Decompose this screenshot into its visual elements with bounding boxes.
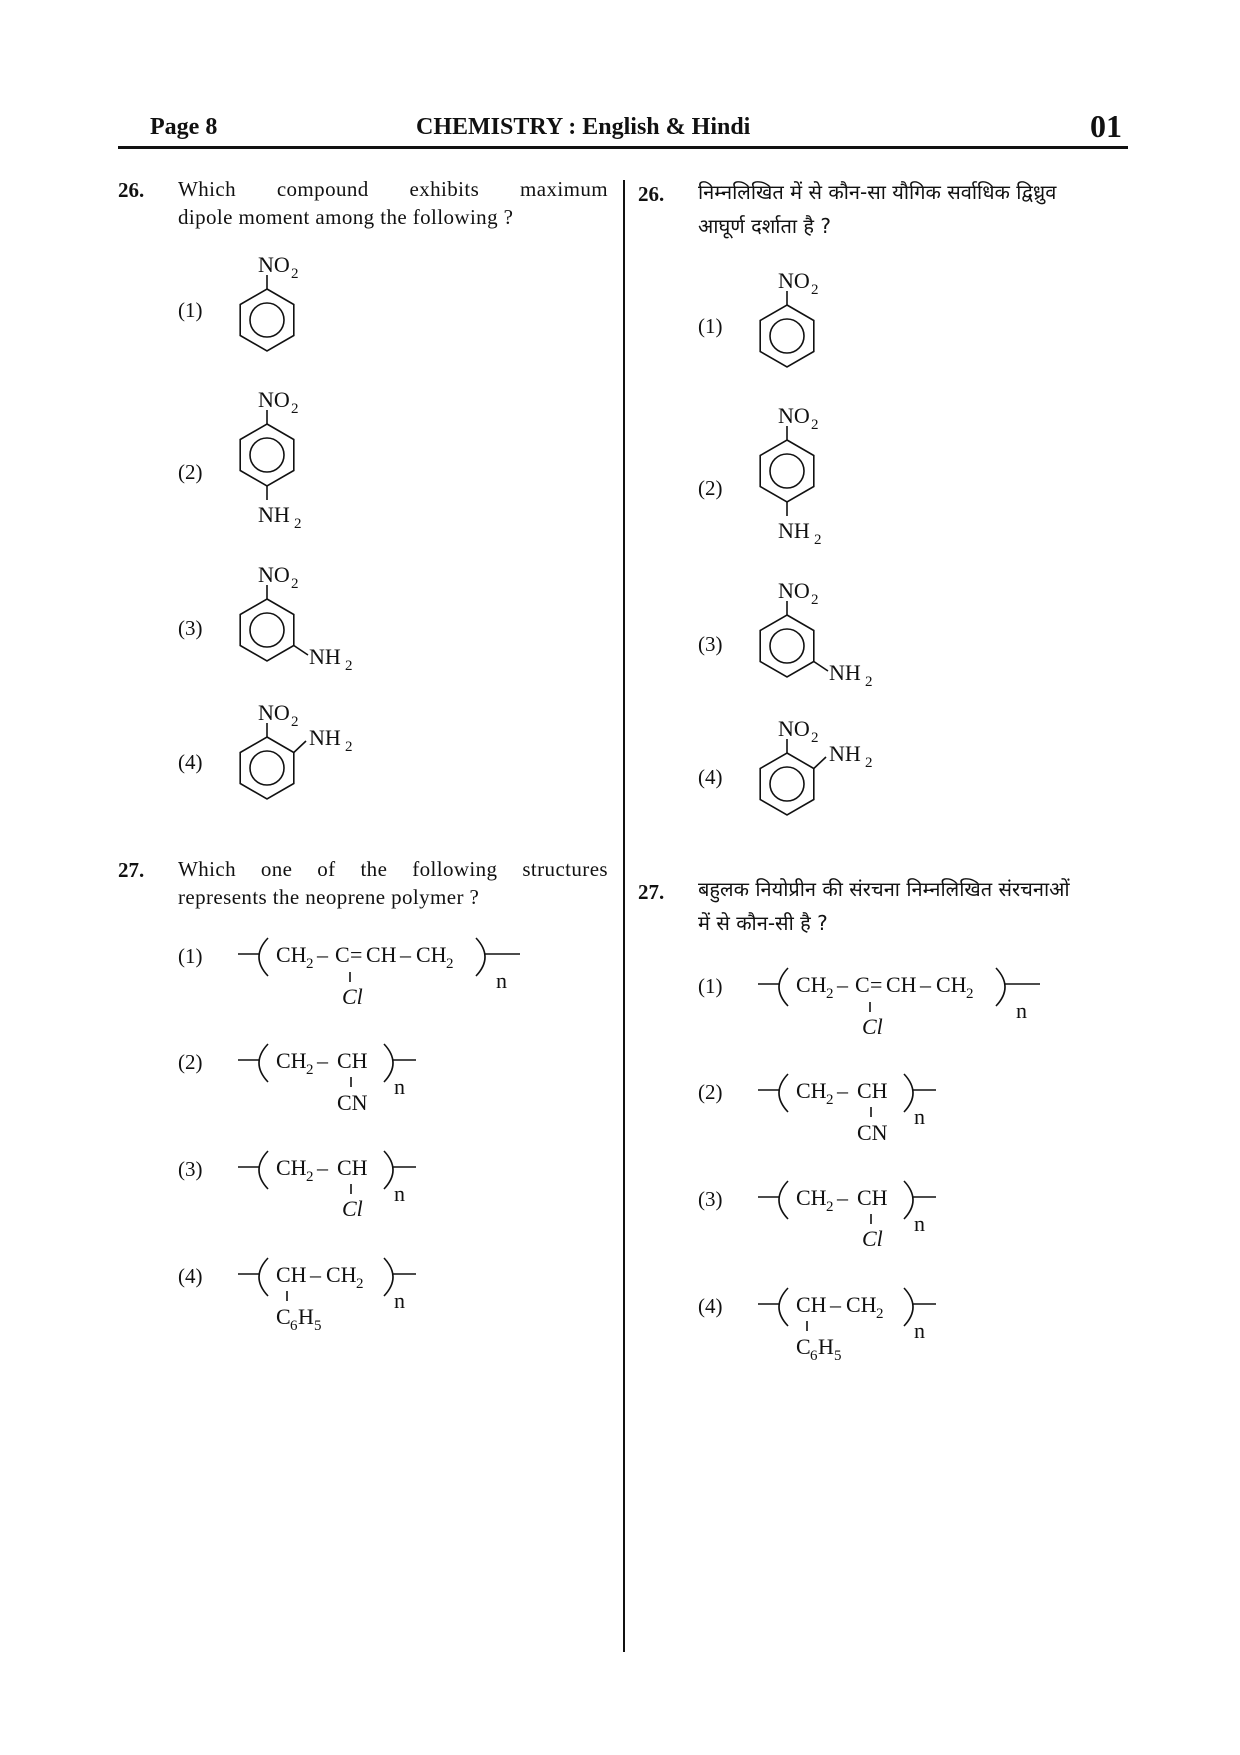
svg-text:2: 2: [306, 956, 314, 972]
svg-text:CH: CH: [276, 1262, 307, 1287]
option-label: (4): [178, 750, 203, 774]
option-label: (3): [178, 616, 203, 640]
svg-text:NH: NH: [829, 660, 861, 685]
pvc-structure: [758, 1181, 936, 1251]
svg-text:Cl: Cl: [862, 1226, 883, 1251]
p-nitroaniline-structure: [760, 403, 821, 548]
o-nitroaniline-structure: [760, 716, 872, 815]
svg-text:–: –: [830, 1292, 841, 1317]
svg-text:CH: CH: [857, 1078, 888, 1103]
question-text-line: Which compound exhibits maximum: [178, 177, 608, 201]
svg-text:CH: CH: [796, 972, 827, 997]
svg-text:C: C: [276, 1304, 291, 1329]
svg-text:H: H: [298, 1304, 314, 1329]
svg-text:–: –: [310, 1262, 321, 1287]
option-label: (2): [178, 1050, 203, 1074]
svg-text:n: n: [914, 1211, 925, 1236]
option-label: (2): [698, 1080, 723, 1104]
polyacrylonitrile-structure: [758, 1074, 936, 1145]
svg-text:=: =: [870, 972, 883, 997]
o-nitroaniline-structure: [240, 700, 352, 799]
m-nitroaniline-structure: [760, 578, 872, 690]
question-number: 27.: [638, 880, 665, 904]
svg-text:–: –: [317, 1048, 328, 1073]
svg-text:2: 2: [811, 282, 819, 298]
question-text-line: Which one of the following structures: [178, 857, 608, 881]
svg-text:2: 2: [876, 1306, 884, 1322]
option-label: (2): [698, 476, 723, 500]
svg-text:NO: NO: [778, 716, 810, 741]
p-nitroaniline-structure: [240, 387, 301, 532]
svg-text:n: n: [1016, 998, 1027, 1023]
svg-text:5: 5: [314, 1318, 322, 1334]
svg-text:NH: NH: [778, 518, 810, 543]
svg-text:2: 2: [865, 755, 873, 771]
svg-text:NO: NO: [778, 578, 810, 603]
option-label: (1): [178, 944, 203, 968]
svg-text:Cl: Cl: [342, 1196, 363, 1221]
svg-text:CH: CH: [326, 1262, 357, 1287]
svg-text:CN: CN: [337, 1090, 368, 1115]
svg-text:CH: CH: [796, 1078, 827, 1103]
question-text-line: में से कौन-सी है ?: [698, 911, 828, 935]
option-label: (3): [698, 632, 723, 656]
svg-text:=: =: [350, 942, 363, 967]
polystyrene-structure: [758, 1288, 936, 1364]
nitro-label: NO: [258, 252, 290, 277]
svg-text:Cl: Cl: [862, 1014, 883, 1039]
svg-text:CH: CH: [416, 942, 447, 967]
question-text-line: represents the neoprene polymer ?: [178, 885, 480, 909]
svg-text:CH: CH: [857, 1185, 888, 1210]
svg-text:NO: NO: [778, 268, 810, 293]
svg-text:2: 2: [446, 956, 454, 972]
m-nitroaniline-structure: [240, 562, 352, 674]
svg-text:n: n: [394, 1181, 405, 1206]
svg-text:H: H: [818, 1334, 834, 1359]
svg-text:2: 2: [811, 592, 819, 608]
svg-text:6: 6: [810, 1348, 818, 1364]
svg-text:CH: CH: [886, 972, 917, 997]
svg-text:CH: CH: [796, 1185, 827, 1210]
option-label: (2): [178, 460, 203, 484]
option-label: (1): [178, 298, 203, 322]
svg-text:NO: NO: [778, 403, 810, 428]
svg-text:n: n: [496, 968, 507, 993]
nitrobenzene-structure: [240, 252, 298, 351]
option-label: (1): [698, 314, 723, 338]
svg-text:6: 6: [290, 1318, 298, 1334]
svg-text:CH: CH: [796, 1292, 827, 1317]
svg-text:C: C: [796, 1334, 811, 1359]
svg-text:2: 2: [306, 1062, 314, 1078]
nitro-label: NO: [258, 562, 290, 587]
question-text-line: आघूर्ण दर्शाता है ?: [698, 214, 832, 238]
option-label: (3): [178, 1157, 203, 1181]
svg-text:CH: CH: [337, 1048, 368, 1073]
subscript: 2: [294, 516, 302, 532]
svg-text:2: 2: [865, 674, 873, 690]
svg-text:2: 2: [826, 986, 834, 1002]
svg-text:–: –: [317, 942, 328, 967]
svg-text:n: n: [394, 1074, 405, 1099]
polyacrylonitrile-structure: [238, 1044, 416, 1115]
neoprene-structure: [758, 968, 1040, 1039]
question-number: 26.: [638, 182, 665, 206]
amino-label: NH: [309, 725, 341, 750]
svg-text:C: C: [335, 942, 350, 967]
question-number: 27.: [118, 858, 145, 882]
subject-title: CHEMISTRY : English & Hindi: [416, 114, 751, 140]
amino-label: NH: [258, 502, 290, 527]
nitro-label: NO: [258, 387, 290, 412]
svg-text:CH: CH: [276, 942, 307, 967]
svg-text:–: –: [837, 1078, 848, 1103]
paper-code: 01: [1090, 108, 1122, 144]
svg-text:NH: NH: [829, 741, 861, 766]
polystyrene-structure: [238, 1258, 416, 1334]
svg-text:–: –: [400, 942, 411, 967]
svg-text:CH: CH: [366, 942, 397, 967]
svg-text:2: 2: [811, 417, 819, 433]
neoprene-structure: [238, 938, 520, 1009]
svg-text:2: 2: [814, 532, 822, 548]
svg-text:n: n: [394, 1288, 405, 1313]
svg-text:2: 2: [306, 1169, 314, 1185]
svg-text:CH: CH: [936, 972, 967, 997]
subscript: 2: [291, 266, 299, 282]
svg-text:–: –: [837, 1185, 848, 1210]
pvc-structure: [238, 1151, 416, 1221]
subscript: 2: [345, 658, 353, 674]
nitrobenzene-structure: [760, 268, 818, 367]
option-label: (1): [698, 974, 723, 998]
question-text-line: निम्नलिखित में से कौन-सा यौगिक सर्वाधिक द्विध्रुव: [698, 180, 1057, 204]
svg-text:2: 2: [356, 1276, 364, 1292]
svg-text:CN: CN: [857, 1120, 888, 1145]
svg-text:CH: CH: [276, 1048, 307, 1073]
subscript: 2: [291, 401, 299, 417]
option-label: (4): [698, 765, 723, 789]
question-text-line: dipole moment among the following ?: [178, 205, 514, 229]
option-label: (4): [178, 1264, 203, 1288]
amino-label: NH: [309, 644, 341, 669]
svg-text:n: n: [914, 1104, 925, 1129]
option-label: (4): [698, 1294, 723, 1318]
svg-text:CH: CH: [337, 1155, 368, 1180]
nitro-label: NO: [258, 700, 290, 725]
option-label: (3): [698, 1187, 723, 1211]
page-label: Page 8: [150, 114, 218, 140]
svg-text:–: –: [837, 972, 848, 997]
svg-text:5: 5: [834, 1348, 842, 1364]
svg-text:CH: CH: [276, 1155, 307, 1180]
question-text-line: बहुलक नियोप्रीन की संरचना निम्नलिखित संरचनाओं: [698, 877, 1070, 901]
svg-text:n: n: [914, 1318, 925, 1343]
svg-text:2: 2: [826, 1092, 834, 1108]
question-number: 26.: [118, 178, 145, 202]
svg-text:Cl: Cl: [342, 984, 363, 1009]
svg-text:2: 2: [811, 730, 819, 746]
svg-text:–: –: [920, 972, 931, 997]
svg-text:–: –: [317, 1155, 328, 1180]
subscript: 2: [345, 739, 353, 755]
subscript: 2: [291, 714, 299, 730]
subscript: 2: [291, 576, 299, 592]
svg-text:2: 2: [966, 986, 974, 1002]
svg-text:C: C: [855, 972, 870, 997]
svg-text:CH: CH: [846, 1292, 877, 1317]
svg-text:2: 2: [826, 1199, 834, 1215]
